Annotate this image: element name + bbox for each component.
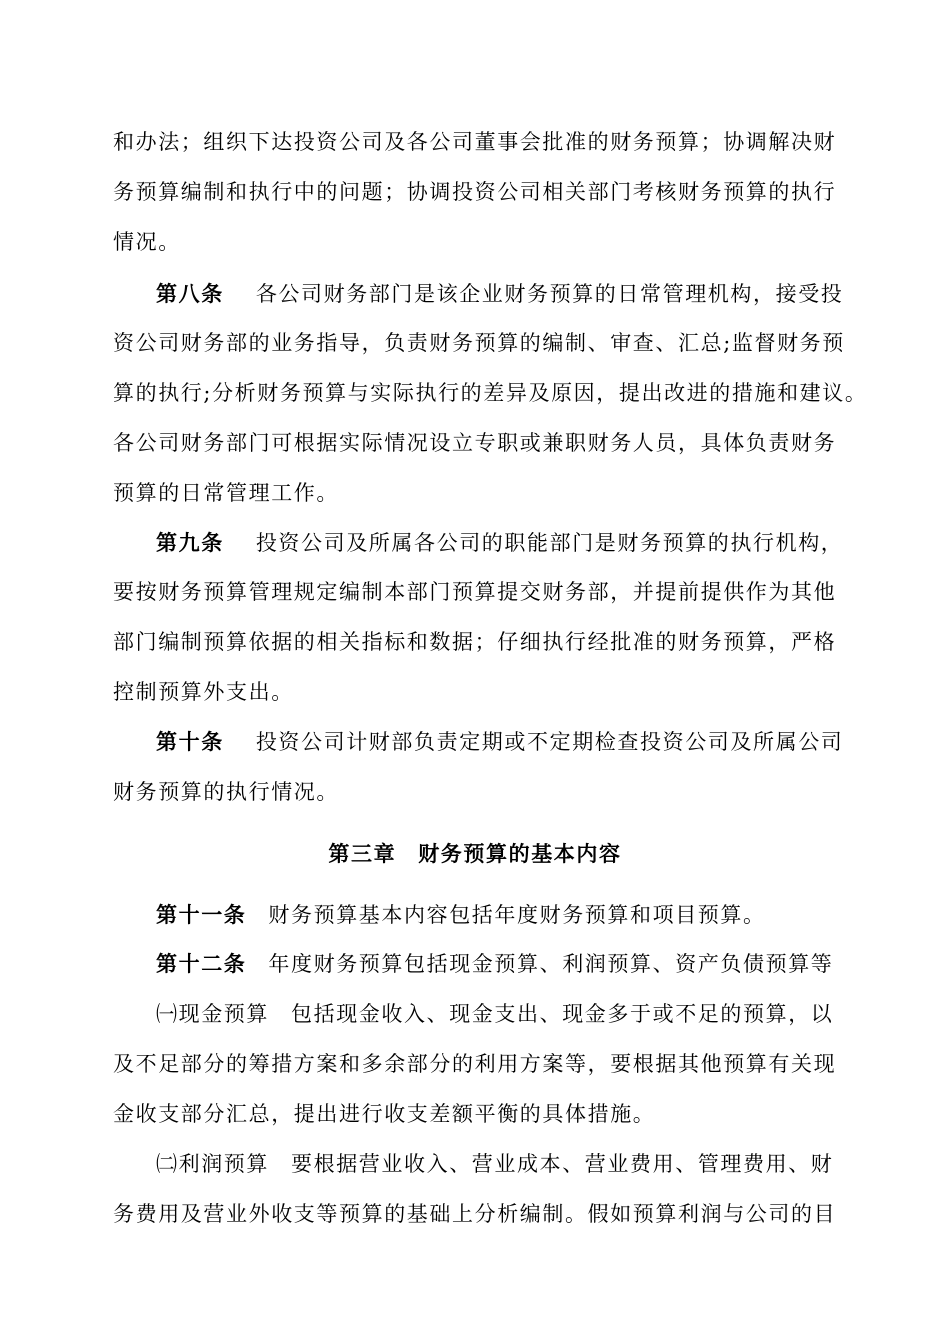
article-10-label: 第十条	[156, 729, 224, 754]
paragraph-line: 资公司财务部的业务指导，负责财务预算的编制、审查、汇总;监督财务预	[113, 331, 845, 355]
article-10-first-line	[156, 727, 843, 757]
article-8-first-line	[156, 279, 843, 309]
paragraph-line: 务预算编制和执行中的问题；协调投资公司相关部门考核财务预算的执行	[113, 180, 837, 204]
article-11-first-line	[156, 900, 766, 930]
article-9-text: 投资公司及所属各公司的职能部门是财务预算的执行机构，	[255, 531, 844, 555]
chapter-label: 第三章	[328, 841, 397, 866]
paragraph-line: 各公司财务部门可根据实际情况设立专职或兼职财务人员，具体负责财务	[113, 431, 837, 455]
paragraph-line: 要按财务预算管理规定编制本部门预算提交财务部，并提前提供作为其他	[113, 580, 837, 604]
article-9-first-line	[156, 528, 843, 558]
paragraph-line: 财务预算的执行情况。	[113, 780, 339, 804]
item-2-label: ㈡利润预算	[156, 1152, 269, 1176]
article-12-label: 第十二条	[156, 951, 247, 976]
item-2-first-line	[156, 1149, 833, 1179]
article-8-text: 各公司财务部门是该企业财务预算的日常管理机构，接受投	[255, 282, 844, 306]
chapter-title: 财务预算的基本内容	[418, 841, 622, 866]
article-11-label: 第十一条	[156, 902, 247, 927]
paragraph-line: 及不足部分的筹措方案和多余部分的利用方案等，要根据其他预算有关现	[113, 1052, 837, 1076]
paragraph-line: 金收支部分汇总，提出进行收支差额平衡的具体措施。	[113, 1102, 656, 1126]
item-1-first-line	[156, 999, 833, 1029]
chapter-heading	[0, 839, 950, 869]
paragraph-line: 控制预算外支出。	[113, 680, 294, 704]
article-12-first-line	[156, 949, 833, 979]
article-9-label: 第九条	[156, 530, 224, 555]
article-12-text: 年度财务预算包括现金预算、利润预算、资产负债预算等	[268, 952, 834, 976]
paragraph-line: 情况。	[113, 230, 181, 254]
item-2-text: 要根据营业收入、营业成本、营业费用、管理费用、财	[291, 1152, 834, 1176]
paragraph-line: 算的执行;分析财务预算与实际执行的差异及原因，提出改进的措施和建议。	[113, 381, 868, 405]
paragraph-line: 预算的日常管理工作。	[113, 481, 339, 505]
paragraph-line: 和办法；组织下达投资公司及各公司董事会批准的财务预算；协调解决财	[113, 130, 837, 154]
article-8-label: 第八条	[156, 281, 224, 306]
article-11-text: 财务预算基本内容包括年度财务预算和项目预算。	[268, 903, 766, 927]
item-1-label: ㈠现金预算	[156, 1002, 269, 1026]
item-1-text: 包括现金收入、现金支出、现金多于或不足的预算，以	[291, 1002, 834, 1026]
paragraph-line: 部门编制预算依据的相关指标和数据；仔细执行经批准的财务预算，严格	[113, 630, 837, 654]
paragraph-line: 务费用及营业外收支等预算的基础上分析编制。假如预算利润与公司的目	[113, 1202, 837, 1226]
article-10-text: 投资公司计财部负责定期或不定期检查投资公司及所属公司	[255, 730, 844, 754]
